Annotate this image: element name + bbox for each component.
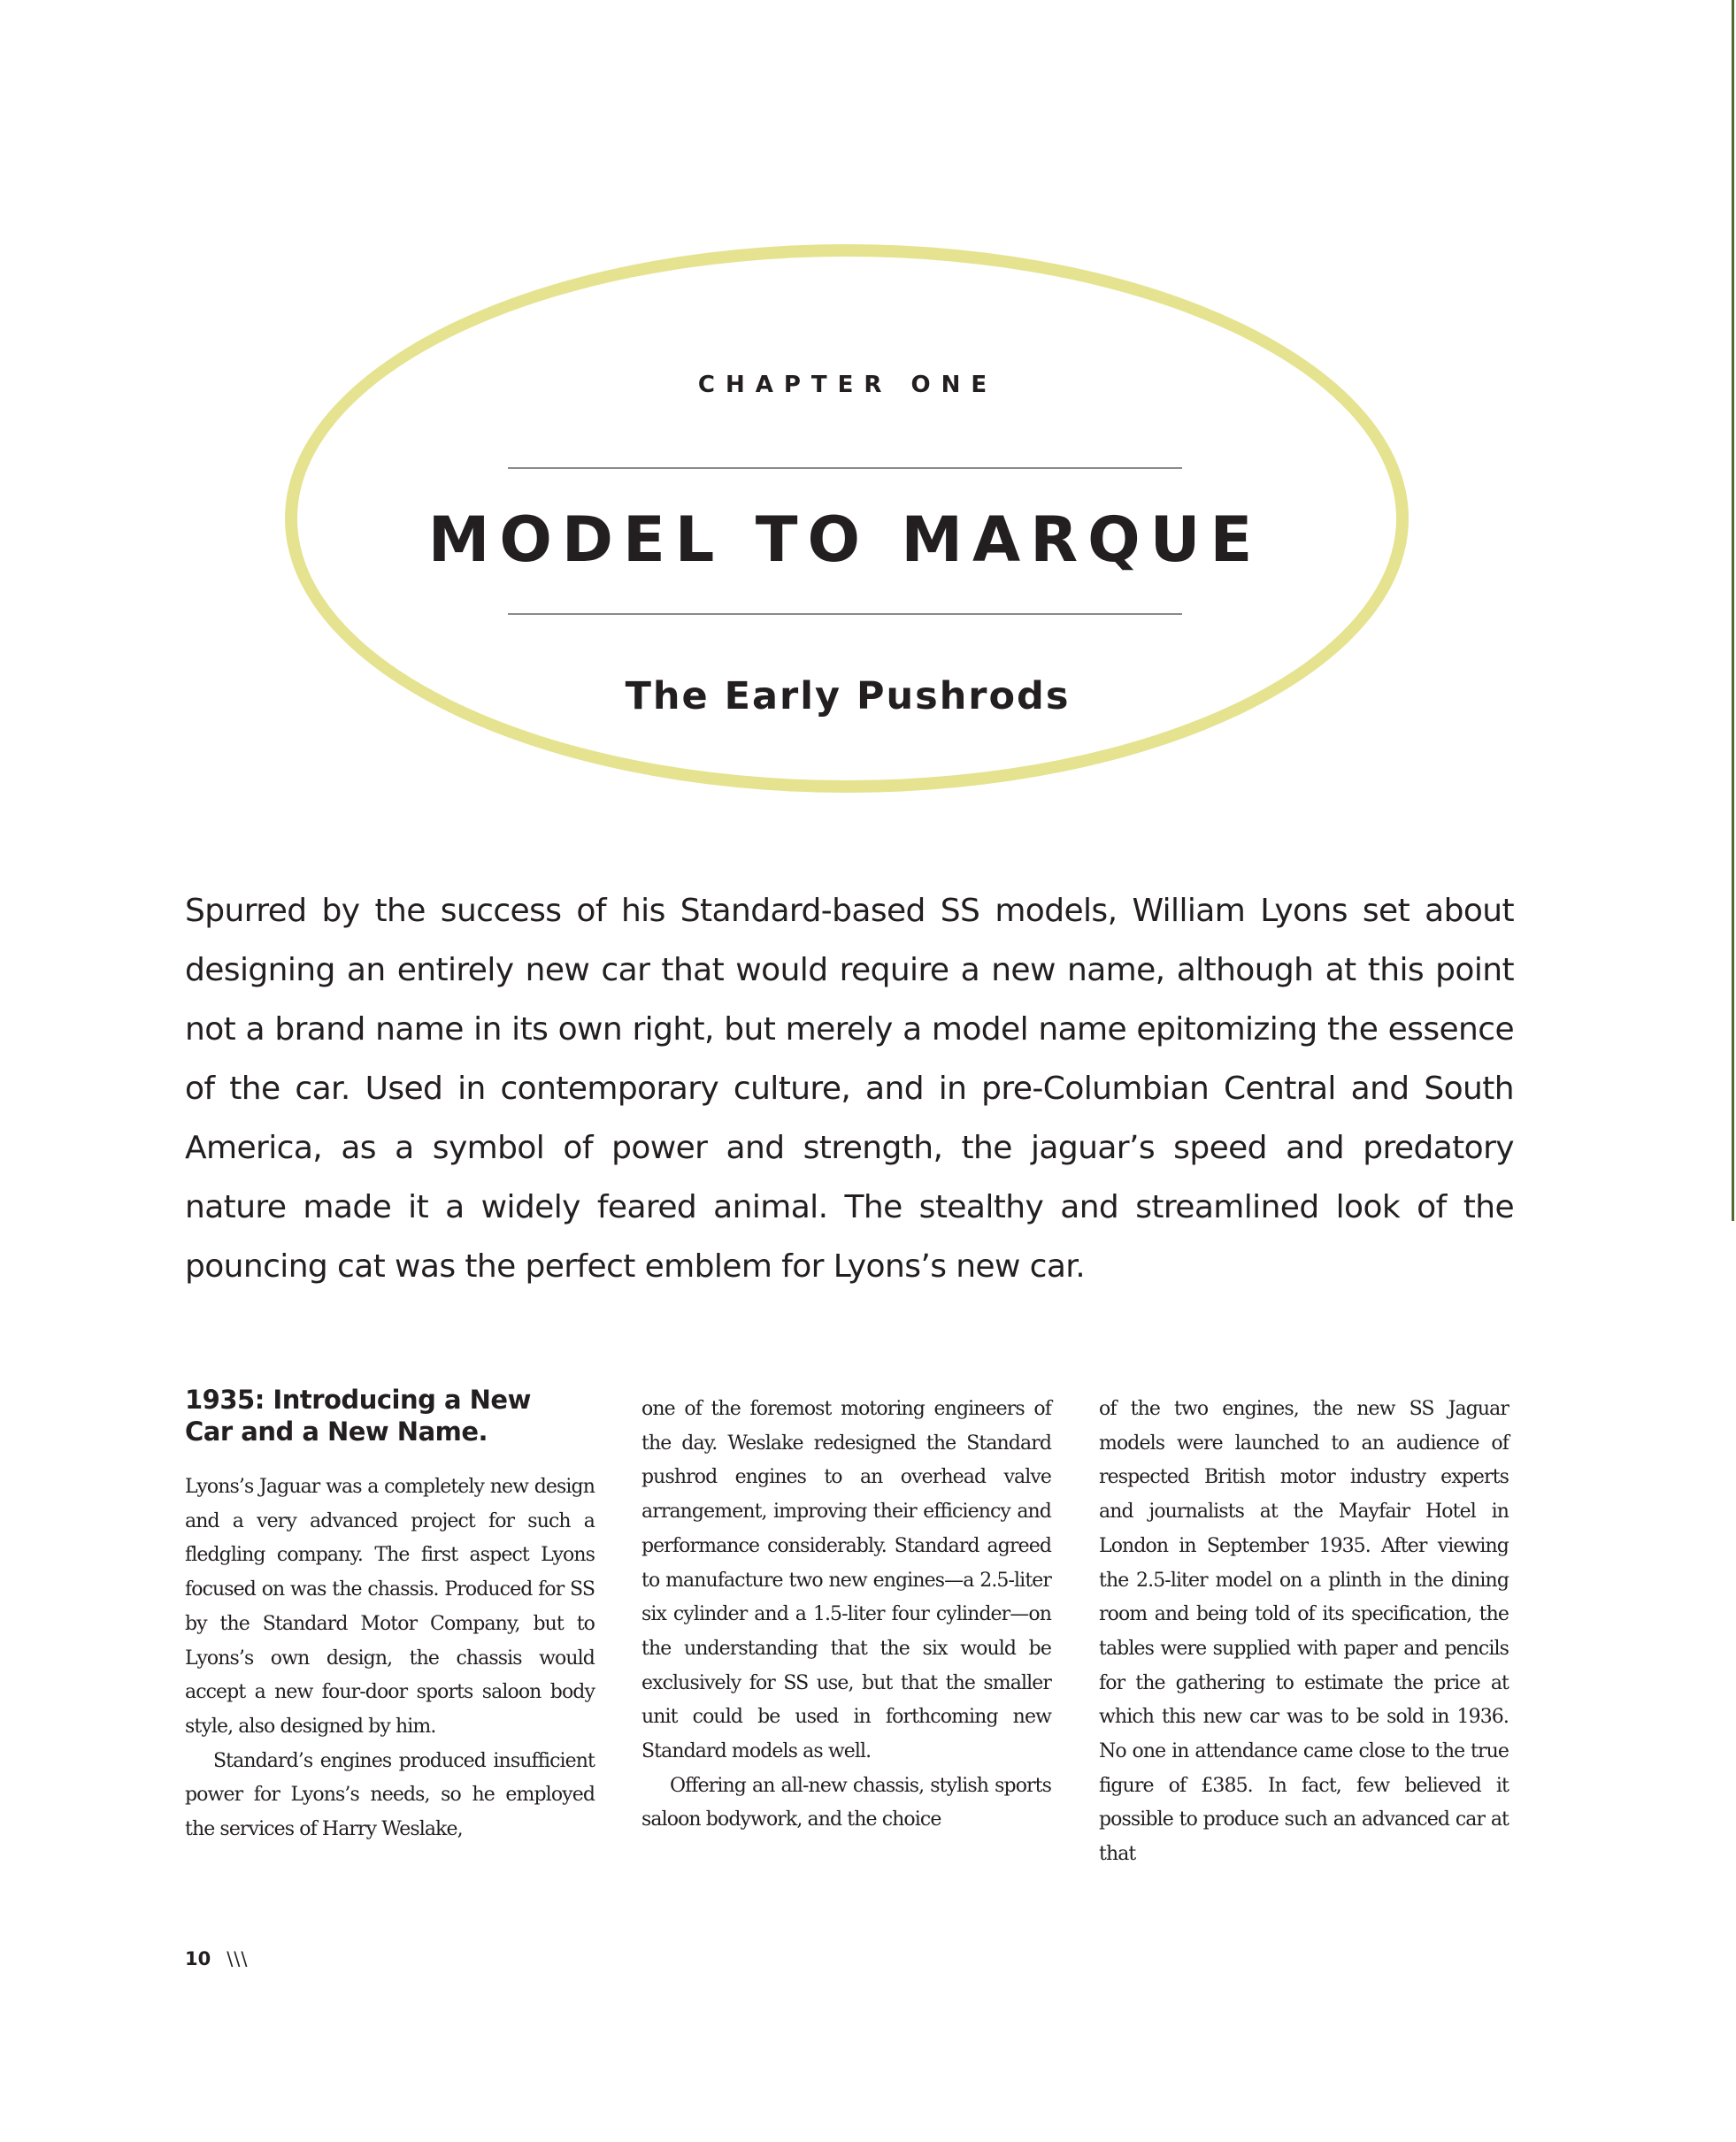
title-rule-bottom xyxy=(508,613,1182,615)
page-number: 10 xyxy=(185,1948,211,1969)
chapter-subtitle: The Early Pushrods xyxy=(625,674,1071,718)
body-paragraph: Standard’s engines produced insufficient power for Lyons’s needs, so he employed the services of Harry Weslake, xyxy=(185,1749,595,1841)
folio-ornament: \\\ xyxy=(227,1948,249,1969)
section-heading-line-1: 1935: Introducing a New xyxy=(185,1385,531,1415)
body-column-2 xyxy=(641,1393,1051,1838)
body-paragraph: of the two engines, the new SS Jaguar models were launched to an audience of respected British motor industry experts and journalists at the Mayfair Hotel in London in September 1935. After viewing the 2.5-liter model on a plinth in the dining room and being told of its specification, the tables were supplied with paper and pencils for the gathering to estimate the price at which this new car was to be sold in 1936. No one in attendance came close to the true figure of £385. In fact, few believed it possible to produce such an advanced car at that xyxy=(1099,1398,1509,1866)
title-rule-top xyxy=(508,467,1182,469)
body-paragraph: Lyons’s Jaguar was a completely new design and a very advanced project for such a fledgling company. The first aspect Lyons focused on was the chassis. Produced for SS by the Standard Motor Company, but to Lyons’s own design, the chassis would accept a new four-door sports saloon body style, also designed by him. xyxy=(185,1476,595,1738)
section-heading xyxy=(185,1384,595,1447)
chapter-title: MODEL TO MARQUE xyxy=(427,503,1263,576)
body-column-1 xyxy=(185,1384,595,1847)
intro-paragraph: Spurred by the success of his Standard-based SS models, William Lyons set about designing an entirely new car that would require a new name, although at this point not a brand name in its own right, but merely a model name epitomizing the essence of the car. Used in contemporary culture, and in pre-Columbian Central and South America, as a symbol of power and strength, the jaguar’s speed and predatory nature made it a widely feared animal. The stealthy and streamlined look of the pouncing cat was the perfect emblem for Lyons’s new car. xyxy=(185,893,1514,1285)
page-edge-rule xyxy=(1732,0,1734,1221)
page-footer xyxy=(185,1948,248,1969)
chapter-label: CHAPTER ONE xyxy=(697,372,998,398)
body-paragraph: Offering an all-new chassis, stylish sports saloon bodywork, and the choice xyxy=(641,1774,1051,1831)
body-column-3 xyxy=(1099,1393,1509,1872)
body-paragraph: one of the foremost motoring engineers of the day. Weslake redesigned the Standard pushrod engines to an overhead valve arrangement, improving their efficiency and performance considerably. Standard agreed to manufacture two new engines—a 2.5-liter six cylinder and a 1.5-liter four cylinder—on the understanding that the six would be exclusively for SS use, but that the smaller unit could be used in forthcoming new Standard models as well. xyxy=(641,1398,1051,1763)
section-heading-line-2: Car and a New Name. xyxy=(185,1416,488,1447)
